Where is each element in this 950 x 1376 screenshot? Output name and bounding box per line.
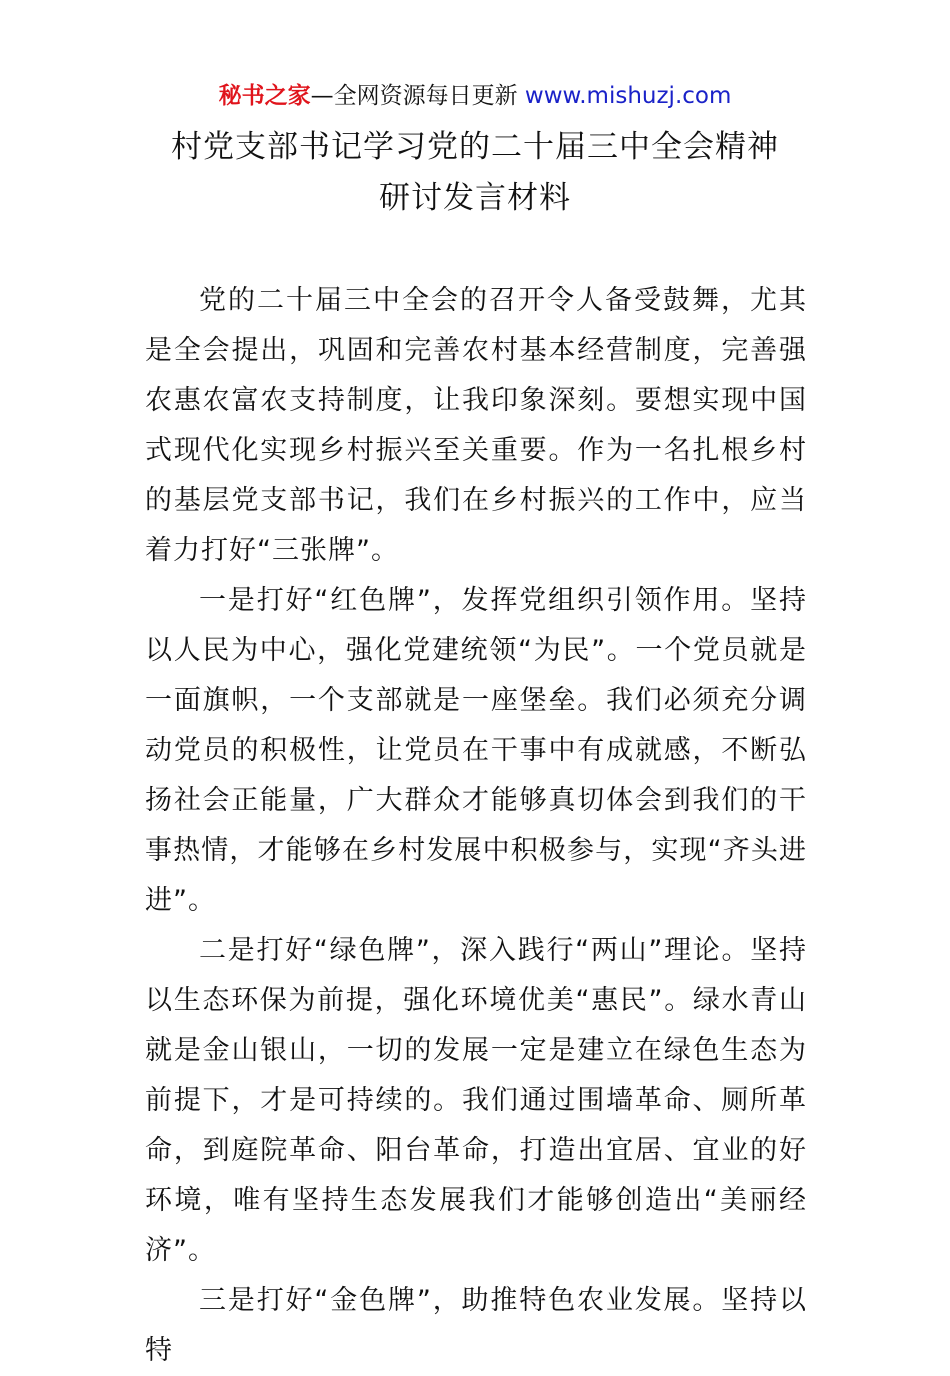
document-body xyxy=(145,276,807,1376)
site-url-link[interactable]: www.mishuzj.com xyxy=(524,83,732,109)
paragraph-intro: 党的二十届三中全会的召开令人备受鼓舞，尤其是全会提出，巩固和完善农村基本经营制度，完善强农惠农富农支持制度，让我印象深刻。要想实现中国式现代化实现乡村振兴至关重要。作为一名扎根乡村的基层党支部书记，我们在乡村振兴的工作中，应当着力打好“三张牌”。 xyxy=(145,285,807,566)
site-header xyxy=(0,80,950,112)
paragraph-green-card: 二是打好“绿色牌”，深入践行“两山”理论。坚持以生态环保为前提，强化环境优美“惠民”。绿水青山就是金山银山，一切的发展一定是建立在绿色生态为前提下，才是可持续的。我们通过围墙革命、厕所革命，到庭院革命、阳台革命，打造出宜居、宜业的好环境，唯有坚持生态发展我们才能够创造出“美丽经济”。 xyxy=(145,935,807,1266)
paragraph-red-card: 一是打好“红色牌”，发挥党组织引领作用。坚持以人民为中心，强化党建统领“为民”。一个党员就是一面旗帜，一个支部就是一座堡垒。我们必须充分调动党员的积极性，让党员在干事中有成就感，不断弘扬社会正能量，广大群众才能够真切体会到我们的干事热情，才能够在乡村发展中积极参与，实现“齐头进进”。 xyxy=(145,585,807,916)
brand-name: 秘书之家 xyxy=(218,83,311,109)
document-title-line-2: 研讨发言材料 xyxy=(379,180,571,216)
document-title-line-1: 村党支部书记学习党的二十届三中全会精神 xyxy=(171,129,779,165)
paragraph-gold-card: 三是打好“金色牌”，助推特色农业发展。坚持以特 xyxy=(145,1285,807,1366)
site-slogan: —全网资源每日更新 xyxy=(310,83,518,109)
